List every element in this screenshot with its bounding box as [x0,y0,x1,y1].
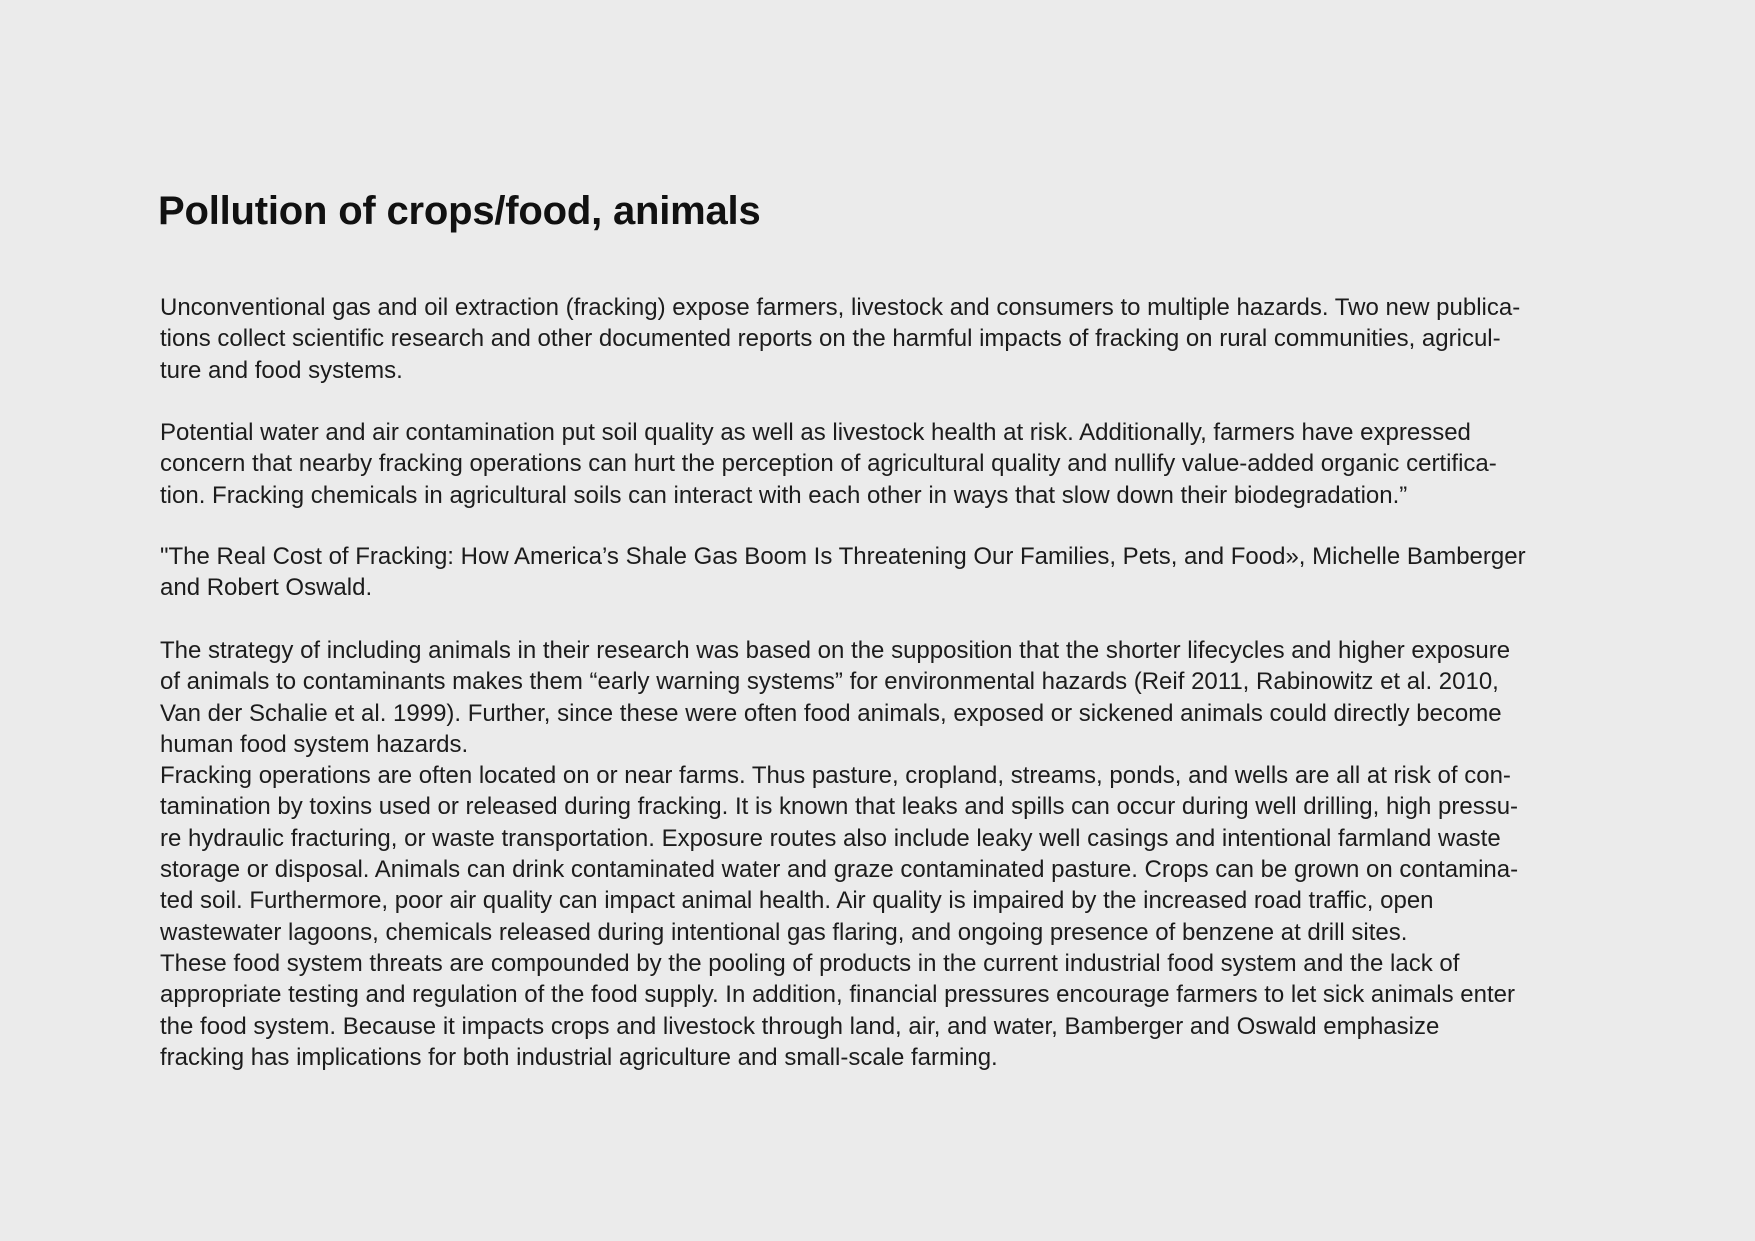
text-line: appropriate testing and regulation of the food supply. In addition, financial pressures encourage farmers to let sick animals enter [160,981,1516,1009]
text-line: Potential water and air contamination put soil quality as well as livestock health at risk. Additionally, farmers have expressed [160,419,1471,446]
text-line: tamination by toxins used or released during fracking. It is known that leaks and spills can occur during well drilling, high pressu- [160,793,1519,821]
text-line: human food system hazards. [160,730,469,758]
text-line: ture and food systems. [160,356,403,384]
page-title: Pollution of crops/food, animals [158,189,761,233]
paragraph-research [160,635,1518,1073]
text-line: Van der Schalie et al. 1999). Further, since these were often food animals, exposed or sickened animals could directly become [160,699,1502,727]
text-line: storage or disposal. Animals can drink contaminated water and graze contaminated pasture. Crops can be grown on contamina- [160,856,1519,884]
paragraph-intro [160,292,1520,386]
paragraph-contamination [160,417,1497,511]
text-line: concern that nearby fracking operations can hurt the perception of agricultural quality and nullify value-added organic certifica- [160,450,1497,478]
text-line: fracking has implications for both industrial agriculture and small-scale farming. [160,1043,998,1071]
text-line: of animals to contaminants makes them “early warning systems” for environmental hazards (Reif 2011, Rabinowitz et al. 2010, [160,668,1499,696]
text-line: wastewater lagoons, chemicals released during intentional gas flaring, and ongoing presence of benzene at drill sites. [160,918,1408,946]
text-line: the food system. Because it impacts crops and livestock through land, air, and water, Bamberger and Oswald emphasize [160,1012,1440,1040]
text-line: ted soil. Furthermore, poor air quality can impact animal health. Air quality is impaired by the increased road traffic, open [160,887,1434,915]
text-line: re hydraulic fracturing, or waste transportation. Exposure routes also include leaky well casings and intentional farmland waste [160,824,1501,852]
text-line: "The Real Cost of Fracking: How America’s Shale Gas Boom Is Threatening Our Families, Pets, and Food», Michelle Bamberger [160,543,1526,570]
text-line: The strategy of including animals in their research was based on the supposition that the shorter lifecycles and higher exposure [160,637,1511,664]
text-line: Fracking operations are often located on or near farms. Thus pasture, cropland, streams, ponds, and wells are all at risk of con- [160,762,1511,790]
text-line: tion. Fracking chemicals in agricultural soils can interact with each other in ways that slow down their biodegradation.” [160,481,1408,509]
text-line: tions collect scientific research and other documented reports on the harmful impacts of fracking on rural communities, agricul- [160,325,1501,353]
text-line: Unconventional gas and oil extraction (fracking) expose farmers, livestock and consumers to multiple hazards. Two new publica- [160,294,1521,321]
text-line: and Robert Oswald. [160,574,373,602]
text-line: These food system threats are compounded by the pooling of products in the current industrial food system and the lack of [160,949,1460,977]
paragraph-citation [160,541,1526,604]
